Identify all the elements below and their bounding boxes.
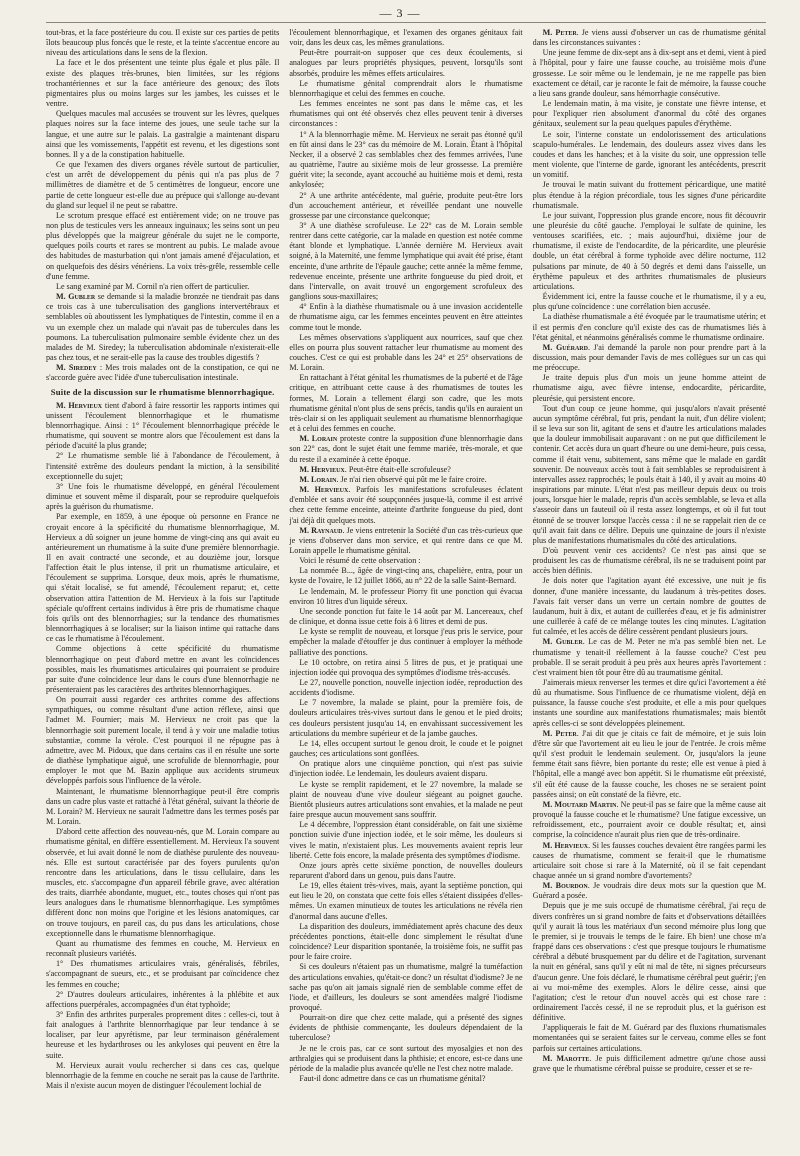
- paragraph: Si ces douleurs n'étaient pas un rhumatisme, malgré la tuméfaction des articulations envahies, qu'était-ce donc? un résultat d'iodisme? Je ne sache pas qu'on ait jamais signalé rien de semblable comme effet de l'iode, et d'ailleurs, les douleurs se sont amendées malgré l'iodisme provoqué.: [289, 962, 523, 1012]
- speaker-text: . Je viens aussi d'observer un cas de rhumatisme génital dans les circonstances suivantes :: [532, 28, 766, 48]
- paragraph: Le 14, elles occupent surtout le genou droit, le coude et le poignet gauches; ces articulations sont gonflées.: [289, 738, 523, 759]
- speaker-text: . J'ai dit que je citais ce fait de mémoire, et je suis loin d'être sûr que l'avortement ait eu lieu le jour de l'entrée. Je crois même qu'il s'est produit le lendemain seulement. Or, jusqu'alors la jeune femme était sans fièvre, bien portante du reste; elle est venue à pied à l'hôpital, elle a mangé avec bon appétit. Si le rhumatisme eût préexisté, s'il eût été cause de la fausse couche, les choses ne se seraient point passées ainsi; on eût constaté de la fièvre, etc.: [532, 728, 766, 799]
- paragraph: 3° Une fois le rhumatisme développé, en général l'écoulement diminue et souvent même il disparaît, pour se reproduire quelquefois après la guérison du rhumatisme.: [46, 481, 280, 512]
- speaker-paragraph: [533, 28, 766, 48]
- speaker-paragraph: [533, 1054, 766, 1074]
- speaker-paragraph: [289, 465, 522, 475]
- page-number: — 3 —: [379, 6, 421, 20]
- speaker-text: proteste contre la supposition d'une blennorrhagie dans son 22° cas, dont le sujet était une femme mariée, très-morale, et que du reste il a examinée à cette époque.: [289, 434, 523, 464]
- paragraph: Pourrait-on dire que chez cette malade, qui a présenté des signes évidents de phthisie commençante, les douleurs dépendaient de la tuberculose?: [289, 1013, 523, 1043]
- speaker-paragraph: [533, 729, 766, 800]
- speaker-name: M. Marotte: [542, 1053, 590, 1063]
- paragraph: Le rhumatisme génital comprendrait alors le rhumatisme blennorrhagique et celui des femmes en couche.: [289, 78, 523, 98]
- paragraph: D'abord cette affection des nouveau-nés, que M. Lorain compare au rhumatisme génital, en diffère essentiellement. M. Hervieux l'a souvent observée, et lui avait donné le nom de diathèse purulente des nouveau-nés. Elle est surtout caractérisée par des foyers purulents qu'on rencontre dans les articulations, dans le tissu cellulaire, dans les muscles, etc. s'accompagne d'un appareil fébrile grave, avec altération des traits, diarrhée abondante, muguet, etc., toutes choses qui n'ont pas leurs analogues dans le rhumatisme blennorrhagique. Les symptômes diffèrent donc non moins que l'origine et les lésions anatomiques, car on trouve toujours, en pareil cas, du pus dans les articulations, chose exceptionnelle dans le rhumatisme blennorrhagique.: [46, 827, 280, 938]
- paragraph: tout-bras, et la face postérieure du cou. Il existe sur ces parties de petits îlots beaucoup plus foncés que le reste, et la teinte s'accentue encore au niveau des articulations dans le sens de la flexion.: [46, 28, 280, 58]
- paragraph: Le jour suivant, l'oppression plus grande encore, nous fit découvrir une pleurésie du côté gauche. J'employai le sulfate de quinine, les ventouses scarifiées, etc. ; mais aujourd'hui, dixième jour de rhumatisme, il existe de l'endocardite, de la péricardite, une pleurésie double, un état cérébral à forme typhoïde avec délire nocturne, 112 pulsations par minute, de 40 à 50 degrés et demi dans l'aisselle, un érythème papuleux et des arthrites rhumatismales de plusieurs articulations.: [532, 210, 766, 291]
- speaker-name: M. Guérard: [542, 342, 588, 352]
- section-heading: Suite de la discussion sur le rhumatisme blennorrhagique.: [50, 387, 275, 398]
- speaker-name: M. Gubler: [56, 292, 96, 302]
- paragraph: Une seconde ponction fut faite le 14 août par M. Lancereaux, chef de clinique, et donna issue cette fois à 6 litres et demi de pus.: [289, 606, 523, 627]
- paragraph: 2° A une arthrite antécédente, mal guérie, produite peut-être lors d'un accouchement antérieur, et réveillée pendant une nouvelle grossesse par une circonstance quelconque;: [289, 190, 523, 220]
- speaker-name: M. Moutard Martin: [542, 799, 617, 809]
- speaker-text: se demande si la maladie bronzée ne tiendrait pas dans ce trois cas à une tuberculisation des ganglions intervertébraux et semblables où aboutissent les lymphatiques de l'intestin, comme il en a vu un exemple chez un malade qui n'avait pas de tubercules dans les poumons. La tuberculisation pulmonaire semble évidente chez un des malades de M. Siredey; la tuberculisation abdominale n'existerait-elle pas chez tous, et ne serait-elle pas la cause des troubles digestifs ?: [46, 292, 280, 362]
- paragraph: Le kyste se remplit rapidement, et le 27 novembre, la malade se plaint de nouveau d'une vive douleur siégeant au poignet gauche. Bientôt plusieurs autres articulations sont envahies, et la malade ne peut faire presque aucun mouvement sans souffrir.: [289, 779, 523, 820]
- speaker-text: . J'ai demandé la parole non pour prendre part à la discussion, mais pour demander l'avis de mes collègues sur un cas qui me préoccupe.: [532, 342, 766, 373]
- speaker-name: M. Raynaud: [299, 525, 343, 535]
- paragraph: 4° Enfin à la diathèse rhumatismale ou à une invasion accidentelle de rhumatisme aigu, car les femmes enceintes peuvent en être atteintes comme tout le monde.: [289, 302, 523, 332]
- paragraph: On pratique alors une cinquième ponction, qui n'est pas suivie d'injection iodée. Le lendemain, les douleurs avaient disparu.: [289, 759, 523, 779]
- speaker-name: M. Peter: [542, 728, 577, 738]
- paragraph: Le kyste se remplit de nouveau, et lorsque j'eus pris le service, pour empêcher la malade d'étouffer je dus continuer à employer la méthode palliative des ponctions.: [289, 627, 523, 657]
- paragraph: Maintenant, le rhumatisme blennorrhagique peut-il être compris dans un cadre plus vaste et rattaché à l'état général, suivant la théorie de M. Lorain? M. Hervieux ne saurait l'admettre dans les termes posés par M. Lorain.: [46, 786, 280, 827]
- paragraph: Je dois noter que l'agitation ayant été excessive, une nuit je fis donner, d'une manière incessante, du laudanum à très-petites doses. J'avais fait verser dans un verre un certain nombre de gouttes de laudanum, huit à dix, et autant de cuillerées d'eau, et je fis administrer une cuillerée à café de ce mélange toutes les cinq minutes. L'agitation fut calmée, et les accès de délire cessèrent pendant plusieurs jours.: [532, 576, 766, 637]
- paragraph: Depuis que je me suis occupé de rhumatisme cérébral, j'ai reçu de divers confrères un si grand nombre de faits et d'observations détaillées qu'il y aurait là tous les matériaux d'un second mémoire plus long que le premier, si je trouvais le temps de le faire. Eh bien! une chose m'a frappé dans ces observations : c'est que presque toujours le rhumatisme cérébral a débuté brusquement par du délire et de l'agitation, survenant la nuit en général, sans qu'il y eût ni mal de tête, ni signes précurseurs d'aucun genre. Une fois déclaré, le rhumatisme cérébral peut guérir; j'en ai vu moi-même des exemples. Alors le délire cesse, ainsi que l'agitation; c'est le retour d'un nouvel accès qui est chose rare : ordinairement l'accès cessé, il ne se reproduit plus, et la guérison est définitive.: [532, 901, 766, 1023]
- paragraph: Je ne le crois pas, car ce sont surtout des myosalgies et non des arthralgies qui se produisent dans la phthisie; et encore, est-ce dans une période de la maladie plus avancée qu'elle ne l'est chez notre malade.: [289, 1043, 523, 1073]
- speaker-paragraph: [46, 401, 279, 452]
- column-1: [46, 28, 279, 1148]
- paragraph: On pourrait aussi regarder ces arthrites comme des affections sympathiques, ou comme résultant d'une action réflexe, ainsi que l'admet M. Fournier; mais M. Hervieux ne croit pas que la blennorrhagie soit purement locale, il tend à y voir une maladie totius substantiæ, comme la vérole. C'est pourquoi il ne répugne pas à admettre, avec M. Pidoux, que dans certains cas il en résulte une sorte de diathèse lymphatique aiguë, une scrofulide de blennorrhagie, pour employer le mot que M. Bazin applique aux accidents strumeux développés parfois sous l'influence de la vérole.: [46, 695, 280, 786]
- paragraph: En rattachant à l'état génital les rhumatismes de la puberté et de l'âge critique, en attribuant cette cause à des rhumatismes de toutes les formes, M. Lorain a tellement élargi son cadre, que les mots rhumatisme génital n'ont plus de sens précis, tandis qu'ils en auraient un très-clair si on les appliquait seulement au rhumatisme blennorrhagique et à celui des femmes en couche.: [289, 373, 523, 434]
- speaker-text: . Le cas de M. Peter ne m'a pas semblé bien net. Le rhumatisme y tenait-il réellement à la fausse couche? C'est peu probable. Il se serait produit à peu près aux heures après l'avortement : c'est vraiment bien tôt pour être dû au traumatisme génital.: [532, 637, 766, 677]
- paragraph: Comme objections à cette spécificité du rhumatisme blennorrhagique on peut d'abord mettre en avant les coïncidences possibles, mais les rhumatismes articulaires qui pourraient se produire par suite d'une coïncidence leur dans le cours d'une blennorrhagie ne présenteraient pas les caractères des arthrites blennorrhagiques.: [46, 644, 280, 694]
- speaker-paragraph: [46, 292, 279, 363]
- speaker-text: . Ne peut-il pas se faire que la même cause ait provoqué la fausse couche et le rhumatisme? Une fatigue excessive, un refroidissement, etc., pourraient avoir ce double résultat; et, ainsi comprise, la coïncidence n'aurait plus rien que de très-ordinaire.: [532, 799, 766, 840]
- speaker-paragraph: [289, 434, 522, 464]
- speaker-paragraph: [289, 475, 522, 485]
- paragraph: Ce que l'examen des divers organes révèle surtout de particulier, c'est un arrêt de développement du pénis qui n'a pas plus de 7 millimètres de diamètre et de 5 centimètres de longueur, encore une partie de cette longueur est-elle due au prépuce qui s'allonge au-devant du gland sur lequel il ne peut se rabattre.: [46, 160, 280, 210]
- speaker-name: M. Hervieux: [299, 485, 349, 495]
- speaker-paragraph: [533, 881, 766, 901]
- speaker-paragraph: [289, 526, 522, 556]
- paragraph: 2° Le rhumatisme semble lié à l'abondance de l'écoulement, à l'intensité extrême des douleurs pendant la miction, à la sensibilité exceptionnelle du sujet;: [46, 451, 280, 481]
- speaker-name: M. Hervieux: [299, 464, 345, 474]
- paragraph: 2° D'autres douleurs articulaires, inhérentes à la phlébite et aux affections puerpérales, accompagnées d'un état typhoïde;: [46, 989, 280, 1009]
- speaker-name: M. Gubler: [542, 637, 583, 647]
- paragraph: M. Hervieux aurait voulu rechercher si dans ces cas, quelque blennorrhagie de la femme en couche ne serait pas la cause de l'arthrite. Mais il n'existe aucun moyen de distinguer l'écoulement lochial de: [46, 1060, 280, 1091]
- paragraph: Le 4 décembre, l'oppression étant considérable, on fait une sixième ponction suivie d'une injection iodée, et le soir même, les douleurs si vives le matin, n'existaient plus. Les mouvements avaient repris leur liberté. Cette fois encore, la malade présenta des symptômes d'iodisme.: [289, 820, 523, 860]
- paragraph: Les mêmes observations s'appliquent aux nourrices, sauf que chez elles on pourra plus souvent rattacher leur rhumatisme au moment des couches. C'est ce qui est probable dans les 24° et 25° observations de M. Lorain.: [289, 332, 523, 373]
- speaker-text: . Si les fausses couches devaient être rangées parmi les causes de rhumatisme, comment se ferait-il que le rhumatisme articulaire soit chose si rare à la Maternité, où il se fait cependant chaque année un si grand nombre d'avortements?: [532, 840, 766, 880]
- paragraph: 1° Des rhumatismes articulaires vrais, généralisés, fébriles, s'accompagnant de sueurs, etc., et se produisant par coïncidence chez les femmes en couche;: [46, 959, 280, 989]
- speaker-text: tient d'abord à faire ressortir les rapports intimes qui unissent l'écoulement blennorrhagique et le rhumatisme blennorrhagique. Ainsi : 1° l'écoulement blennorrhagique précède le rhumatisme, qui souvent se montre alors que l'écoulement est dans la période d'acuité la plus grande;: [46, 400, 280, 451]
- paragraph: J'appliquerais le fait de M. Guérard par des fluxions rhumatismales momentanées qui se seraient faites sur le cerveau, comme elles se font parfois sur certaines articulations.: [532, 1023, 766, 1053]
- speaker-paragraph: [46, 363, 279, 383]
- paragraph: Voici le résumé de cette observation :: [299, 556, 421, 566]
- paragraph: La disparition des douleurs, immédiatement après chacune des deux précédentes ponctions, était-elle donc simplement le résultat d'une coïncidence? Leur disparition spontanée, la troisième fois, ne suffit pas pour le faire croire.: [289, 921, 523, 962]
- speaker-text: . Je voudrais dire deux mots sur la question que M. Guérard a posée.: [532, 881, 766, 901]
- paragraph: Le lendemain matin, à ma visite, je constate une fièvre intense, et pour l'expliquer rien absolument d'anormal du côté des organes génitaux, seulement sur la peau quelques papules d'érythème.: [532, 99, 766, 129]
- paragraph: Le 27, nouvelle ponction, nouvelle injection iodée, reproduction des accidents d'iodisme.: [289, 678, 523, 698]
- speaker-paragraph: [533, 841, 766, 882]
- speaker-text: . Peut-être était-elle scrofuleuse?: [344, 464, 451, 474]
- paragraph: Quant au rhumatisme des femmes en couche, M. Hervieux en reconnaît plusieurs variétés.: [46, 938, 280, 959]
- speaker-name: M. Siredey: [56, 363, 97, 373]
- paragraph: Je trouvai le matin suivant du frottement péricardique, une matité plus étendue à la région précordiale, tous les signes d'une péricardite rhumatismale.: [532, 180, 766, 210]
- speaker-text: . Je puis difficilement admettre qu'une chose aussi grave que le rhumatisme cérébral puisse se produire, cesser et se re-: [532, 1053, 766, 1073]
- speaker-name: M. Bourdon: [542, 881, 588, 891]
- speaker-paragraph: [289, 485, 522, 526]
- speaker-text: : Mes trois malades ont de la constipation, ce qui ne s'accorde guère avec l'idée d'une tuberculisation intestinale.: [46, 363, 280, 383]
- paragraph: Le 10 octobre, on retira ainsi 5 litres de pus, et je pratiquai une injection iodée qui provoqua des symptômes d'iodisme très-accusés.: [289, 657, 523, 677]
- paragraph: J'aimerais mieux renverser les termes et dire qu'ici l'avortement a été dû au rhumatisme. Sous l'influence de ce rhumatisme violent, déjà en puissance, la fausse couche s'est produite, et elle a mis pour quelques instants une sourdine aux manifestations rhumatismales; mais bientôt après celles-ci se sont développées pleinement.: [532, 678, 766, 728]
- paragraph: Le scrotum presque effacé est entièrement vide; on ne trouve pas non plus de testicules vers les anneaux inguinaux; les seins sont un peu plus développés que la maigreur générale du sujet ne le comporte, quelques poils courts et rares se montrent au pubis. Le malade avoue des habitudes de masturbation qui n'ont jamais amené d'éjaculation, et on quelquefois des désirs vénériens. La voix très-grêle, ressemble celle d'une femme.: [46, 210, 280, 281]
- speaker-paragraph: [533, 800, 766, 841]
- paragraph: La diathèse rhumatismale a été évoquée par le traumatisme utérin; et il est permis d'en conclure qu'il existe des cas de rhumatismes liés à l'état génital, et néanmoins généralisés comme le rhumatisme ordinaire.: [532, 312, 766, 342]
- paragraph: La nommée B..., âgée de vingt-cinq ans, chapelière, entra, pour un kyste de l'ovaire, le 12 juillet 1866, au n° 22 de la salle Saint-Bernard.: [289, 566, 523, 586]
- column-2: [289, 28, 522, 1148]
- paragraph: Le 19, elles étaient très-vives, mais, ayant la septième ponction, qui eut lieu le 20, on constata que cette fois elles s'étaient dissipées d'elles-mêmes. Un examen minutieux de toutes les articulations ne révéla rien d'anormal dans aucune d'elles.: [289, 881, 523, 921]
- paragraph: l'écoulement blennorrhagique, et l'examen des organes génitaux fait voir, dans les deux cas, les mêmes granulations.: [289, 28, 523, 48]
- paragraph: Peut-être pourrait-on supposer que ces deux écoulements, si analogues par leurs propriétés physiques, peuvent, lorsqu'ils sont absorbés, produire les mêmes effets articulaires.: [289, 48, 523, 78]
- paragraph: D'où peuvent venir ces accidents? Ce n'est pas ainsi que se produisent les cas de rhumatisme cérébral, ils ne se traduisent point par accès bien définis.: [532, 545, 766, 576]
- paragraph: Tout d'un coup ce jeune homme, qui jusqu'alors n'avait présenté aucun symptôme cérébral, fut pris, pendant la nuit, d'un délire violent; il se leva sur son lit, agitant de sens et d'autre les articulations malades que la douleur immobilisait auparavant : on ne put que difficilement le contenir. Cet accès dura un quart d'heure ou une demi-heure, puis cessa, comme il était venu, subitement, sans même que le malade en gardât souvenir. De nouveaux accès tout à fait semblables se reproduisirent à intervalles assez rapprochés; le pouls était à 140, il y avait au moins 40 inspirations par minute. L'état n'est pas meilleur depuis deux ou trois jours, lorsque hier le malade, repris d'un accès semblable, se leva et alla s'asseoir dans un fauteuil où il resta assez longtemps, et où il fut tout étonné de se trouver lorsque l'accès cessa : il ne se rappelait rien de ce qu'il avait fait dans ce délire. Depuis une quinzaine de jours il n'existe plus de manifestations rhumatismales du côté des articulations.: [532, 403, 766, 545]
- paragraph: Le sang examiné par M. Cornil n'a rien offert de particulier.: [56, 281, 250, 291]
- paragraph: Quelques macules mal accusées se trouvent sur les lèvres, quelques plaques noires sur la face interne des joues, une seule tache sur la langue, et une autre sur le palais. La gastralgie a maintenant disparu ainsi que les vomissements, l'appétit est revenu, et les digestions sont bonnes. Il y a de la constipation habituelle.: [46, 109, 280, 159]
- paragraph: Je traite depuis plus d'un mois un jeune homme atteint de rhumatisme aigu, avec fièvre intense, endocardite, péricardite, pleurésie, qui persistent encore.: [532, 373, 766, 403]
- paragraph: 3° Enfin des arthrites purperales proprement dites : celles-ci, tout à fait analogues à l'arthrite blennorrhagique par leur tendance à se localiser, par leur apyrétisme, par leur terminaison généralement heureuse et les hydarthroses ou les ankyloses qui peuvent en être la suite.: [46, 1010, 280, 1060]
- speaker-name: M. Peter: [542, 28, 577, 37]
- speaker-name: M. Lorain: [299, 474, 337, 484]
- speaker-paragraph: [533, 343, 766, 373]
- paragraph: La face et le dos présentent une teinte plus égale et plus pâle. Il existe des plaques très-brunes, bien limitées, sur les régions trochantériennes et sur la face antérieure des genoux; des îlots pigmentaires plus ou moins larges sur les jambes, les cuisses et le ventre.: [46, 58, 280, 109]
- speaker-text: . Je n'ai rien observé qui pût me le faire croire.: [336, 474, 487, 484]
- speaker-name: M. Lorain: [299, 434, 338, 444]
- paragraph: Le soir, l'interne constate un endolorissement des articulations scapulo-humérales. Le lendemain, des douleurs assez vives dans les coudes et dans les hanches; et à la visite du soir, une oppression telle ment violente, que l'interne de garde, ignorant les antécédents, prescrit un vomitif.: [532, 129, 766, 180]
- text-columns: [46, 28, 766, 1148]
- paragraph: Le lendemain, M. le professeur Piorry fit une ponction qui évacua environ 10 litres d'un liquide séreux.: [289, 586, 523, 606]
- paragraph: Évidemment ici, entre la fausse couche et le rhumatisme, il y a eu, plus qu'une coïncidence : une corrélation bien accusée.: [532, 292, 766, 312]
- paragraph: Le 7 novembre, la malade se plaint, pour la première fois, de douleurs articulaires très-vives surtout dans le genou et le pied droits; ces douleurs persistent jusqu'au 14, en envahissant successivement les articulations du membre supérieur et de la jambe gauches.: [289, 698, 523, 738]
- paragraph: Par exemple, en 1859, à une époque où personne en France ne croyait encore à la spécificité du rhumatisme blennorrhagique, M. Hervieux a dû soigner un jeune homme de vingt-cinq ans qui avait eu antérieurement un rhumatisme à la suite d'une première blennorrhagie. Il en avait contracté une seconde, et au douzième jour, lorsque l'affection était le plus intense, il prit un rhumatisme articulaire, et l'écoulement se supprima. Lorsque, deux mois, après le rhumatisme, qui s'était localisé, se fut amendé, l'écoulement reparut; et, cette observation attira l'attention de M. Hervieux à la fois sur l'aptitude spéciale qu'offrent certains individus à être pris de rhumatisme chaque fois qu'ils ont des blennorrhagies; sur la tendance des rhumatismes blennorrhagiques à se localiser; sur la liaison intime qui rattache dans ce cas le rhumatisme à l'écoulement.: [46, 512, 280, 644]
- paragraph: Onze jours après cette sixième ponction, de nouvelles douleurs reparurent d'abord dans un genou, puis dans l'autre.: [289, 860, 523, 880]
- header-rule: [46, 22, 766, 23]
- speaker-paragraph: [533, 637, 766, 678]
- paragraph: Les femmes enceintes ne sont pas dans le même cas, et les rhumatismes qui ont été observés chez elles peuvent tenir à diverses circonstances :: [289, 99, 523, 129]
- speaker-name: M. Hervieux: [542, 840, 589, 850]
- paragraph: 3° A une diathèse scrofuleuse. Le 22° cas de M. Lorain semble rentrer dans cette catégorie, car la malade en question est notée comme étant blonde et lymphatique. L'année dernière M. Hervieux avait soigné, à la Maternité, une femme lymphatique qui avait été prise, étant enceinte, d'une arthrite de l'épaule gauche; cette année la même femme, redevenue enceinte, présente une arthrite fongueuse du pied droit, et dans l'intervalle, on avait trouvé un engorgement scrofuleux des ganglions sous-maxillaires;: [289, 220, 523, 302]
- speaker-text: . Parfois les manifestations scrofuleuses éclatent d'emblée et sans avoir été soupçonnées jusque-là, comme il est arrivé chez cette femme enceinte, atteinte d'arthrite fongueuse du pied, dont j'ai déjà dit quelques mots.: [289, 485, 523, 525]
- column-3: [533, 28, 766, 1148]
- paragraph: Faut-il donc admettre dans ce cas un rhumatisme génital?: [299, 1074, 486, 1084]
- paragraph: Une jeune femme de dix-sept ans à dix-sept ans et demi, vient à pied à l'hôpital, pour y faire une fausse couche, au troisième mois d'une grossesse. Le soir même ou le lendemain, je ne me rappelle pas bien exactement ce détail, car je raconte le fait de mémoire, la fausse couche a lieu sans grande douleur, sans hémorrhagie consécutive.: [532, 48, 766, 98]
- paragraph: 1° A la blennorrhagie même. M. Hervieux ne serait pas étonné qu'il en fût ainsi dans le 23° cas du mémoire de M. Lorain. Étant à l'hôpital Necker, il a observé 2 cas semblables chez des femmes arrivées, l'une au quatrième, l'autre au sixième mois de leur grossesse. La première guérit vite; la seconde, ayant accouché au huitième mois et demi, resta ankylosée;: [289, 129, 523, 190]
- speaker-name: M. Hervieux: [56, 400, 103, 410]
- speaker-text: . Je viens entretenir la Société d'un cas très-curieux que je viens d'observer dans mon service, et qui rentre dans ce que M. Lorain appelle le rhumatisme génital.: [289, 525, 523, 555]
